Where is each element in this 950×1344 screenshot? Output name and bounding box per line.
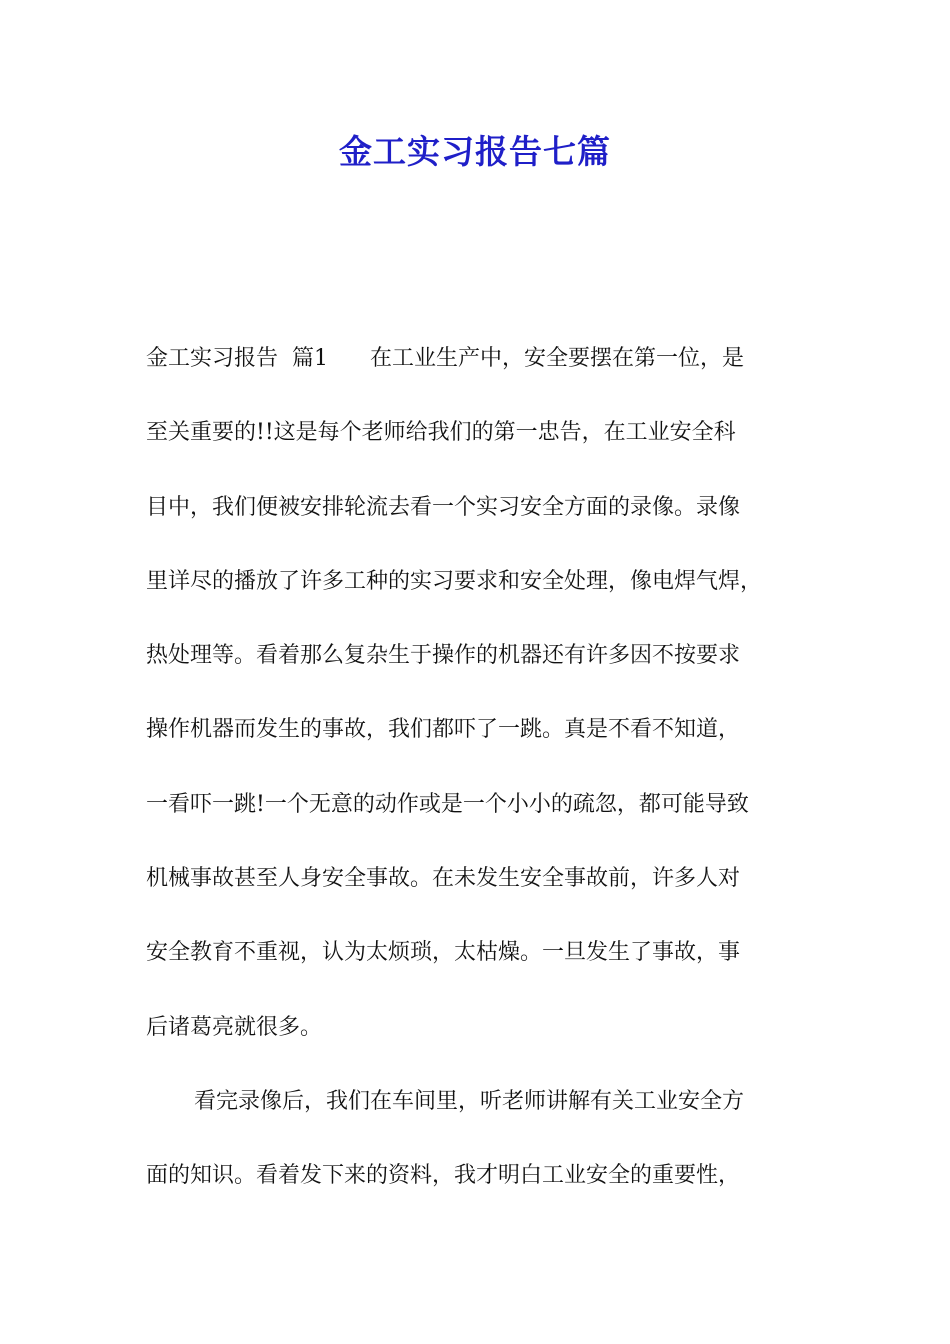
body-line: 至关重要的!!这是每个老师给我们的第一忠告，在工业安全科: [146, 420, 736, 446]
document-title: 金工实习报告七篇: [339, 132, 611, 171]
body-line: 面的知识。看着发下来的资料，我才明白工业安全的重要性，: [146, 1163, 741, 1189]
body-line: 里详尽的播放了许多工种的实习要求和安全处理，像电焊气焊，: [146, 568, 763, 594]
body-line: 操作机器而发生的事故，我们都吓了一跳。真是不看不知道，: [146, 717, 741, 743]
body-line: 热处理等。看着那么复杂生于操作的机器还有许多因不按要求: [146, 643, 741, 669]
body-line: 金工实习报告 篇1 在工业生产中，安全要摆在第一位，是: [146, 346, 744, 371]
body-line: 安全教育不重视，认为太烦琐，太枯燥。一旦发生了事故，事: [146, 940, 741, 966]
body-line: 后诸葛亮就很多。: [146, 1014, 323, 1040]
body-line: 一看吓一跳!一个无意的动作或是一个小小的疏忽，都可能导致: [146, 791, 749, 817]
body-line: 目中，我们便被安排轮流去看一个实习安全方面的录像。录像: [146, 494, 741, 520]
body-line: 看完录像后，我们在车间里，听老师讲解有关工业安全方: [194, 1088, 745, 1114]
body-line: 机械事故甚至人身安全事故。在未发生安全事故前，许多人对: [146, 866, 741, 892]
document-body: [146, 336, 826, 1228]
